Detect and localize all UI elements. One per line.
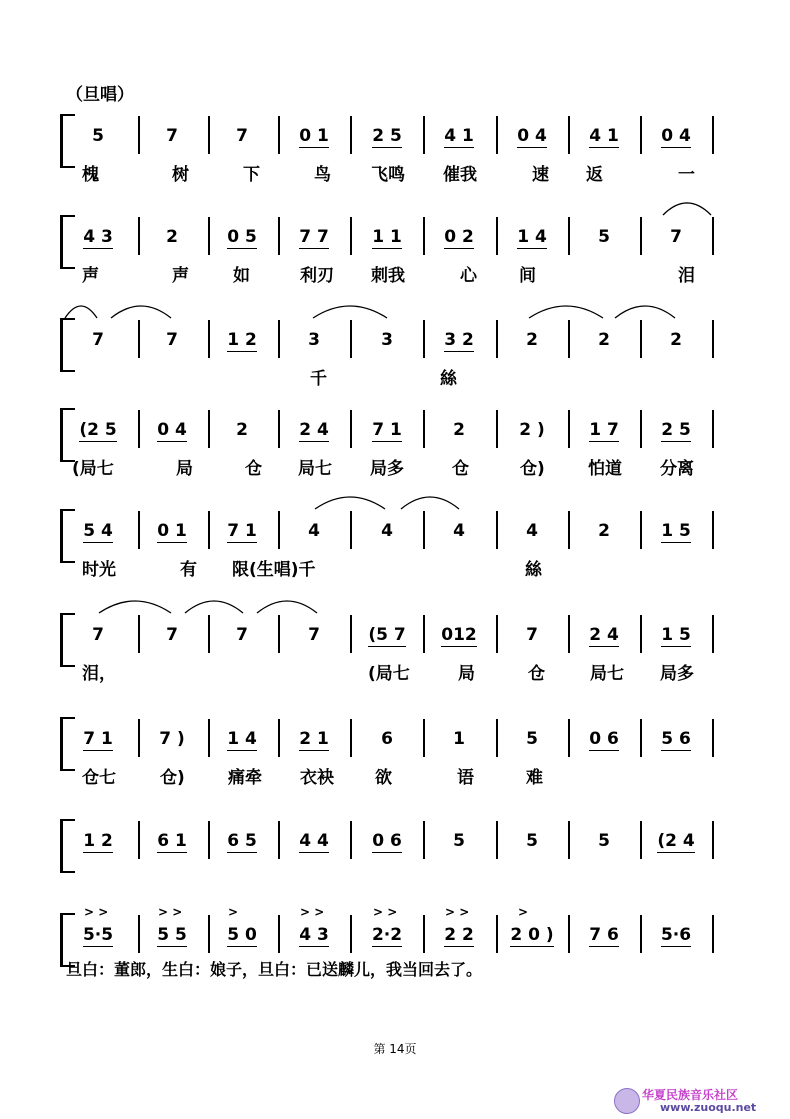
lyric: 时光	[82, 560, 116, 580]
barline	[568, 719, 570, 757]
note-group: 5 0	[227, 925, 257, 945]
note-group: 7 7	[299, 227, 329, 247]
note-group: 5·6	[660, 925, 692, 945]
note-group: 7	[92, 625, 104, 645]
slur-arc	[312, 302, 388, 320]
note-group: 3	[381, 330, 393, 350]
barline	[423, 615, 425, 653]
staff-line	[0, 729, 790, 819]
note-group: 7	[308, 625, 320, 645]
barline	[278, 821, 280, 859]
barline	[350, 410, 352, 448]
barline	[423, 511, 425, 549]
barline	[208, 511, 210, 549]
accent-mark: >	[518, 905, 529, 919]
lyric: 局七	[298, 459, 332, 479]
barline	[208, 410, 210, 448]
barline	[138, 719, 140, 757]
speech-line: 旦白：董郎，生白：娘子，旦白：已送麟儿，我当回去了。	[66, 960, 483, 979]
lyric: 仓七	[82, 768, 116, 788]
note-group: 7 1	[83, 729, 113, 749]
note-group: 7 6	[589, 925, 619, 945]
barline	[712, 915, 714, 953]
lyric: 间	[519, 266, 536, 286]
barline	[278, 320, 280, 358]
barline	[568, 410, 570, 448]
slur-arc	[110, 302, 172, 320]
lyric: 鸟	[314, 165, 331, 185]
note-group: 2 5	[372, 126, 402, 146]
barline	[712, 410, 714, 448]
barline	[208, 615, 210, 653]
slur-arc	[184, 597, 244, 615]
note-group: 2	[453, 420, 465, 440]
staff-line	[0, 625, 790, 715]
barline	[138, 821, 140, 859]
accent-mark: > >	[158, 905, 183, 919]
barline	[712, 821, 714, 859]
note-group: 1 7	[589, 420, 619, 440]
note-group: 2 5	[661, 420, 691, 440]
barline	[138, 511, 140, 549]
barline	[208, 719, 210, 757]
barline	[208, 821, 210, 859]
note-group: 1 4	[517, 227, 547, 247]
barline	[568, 320, 570, 358]
note-group: 1 4	[227, 729, 257, 749]
note-group: 2	[526, 330, 538, 350]
note-group: 0 6	[589, 729, 619, 749]
barline	[712, 116, 714, 154]
note-group: (2 5	[79, 420, 117, 440]
note-group: 4 4	[299, 831, 329, 851]
barline	[712, 719, 714, 757]
slur-arc	[64, 302, 98, 320]
barline	[138, 410, 140, 448]
note-group: 5	[453, 831, 465, 851]
slur-arc	[528, 302, 604, 320]
barline	[568, 511, 570, 549]
note-group: 0 4	[661, 126, 691, 146]
barline	[278, 217, 280, 255]
slur-arc	[400, 493, 460, 511]
barline	[423, 719, 425, 757]
note-group: 2 4	[589, 625, 619, 645]
note-group: 4 1	[589, 126, 619, 146]
note-group: 0 2	[444, 227, 474, 247]
note-group: 7	[166, 126, 178, 146]
barline	[350, 615, 352, 653]
barline	[496, 511, 498, 549]
barline	[496, 116, 498, 154]
barline	[350, 511, 352, 549]
barline	[138, 116, 140, 154]
note-group: 7 )	[159, 729, 185, 749]
note-group: 0 1	[157, 521, 187, 541]
barline	[712, 320, 714, 358]
note-group: 2	[670, 330, 682, 350]
barline	[350, 116, 352, 154]
note-group: 0 4	[157, 420, 187, 440]
note-group: 2	[598, 330, 610, 350]
slur-arc	[614, 302, 676, 320]
slur-arc	[314, 493, 386, 511]
barline	[712, 615, 714, 653]
note-group: 2 0 )	[510, 925, 554, 945]
note-group: 5 4	[83, 521, 113, 541]
lyric: (局七	[368, 664, 410, 684]
note-group: 1 2	[83, 831, 113, 851]
barline	[640, 511, 642, 549]
barline	[496, 719, 498, 757]
barline	[208, 320, 210, 358]
barline	[278, 719, 280, 757]
logo-emblem-icon	[614, 1088, 640, 1114]
barline	[350, 821, 352, 859]
lyric: 有	[180, 560, 197, 580]
barline	[138, 915, 140, 953]
barline	[278, 511, 280, 549]
barline	[568, 116, 570, 154]
lyric: 树	[172, 165, 189, 185]
accent-mark: > >	[84, 905, 109, 919]
barline	[496, 821, 498, 859]
accent-mark: > >	[373, 905, 398, 919]
barline	[712, 217, 714, 255]
note-group: 3	[308, 330, 320, 350]
note-group: 2	[598, 521, 610, 541]
barline	[423, 821, 425, 859]
lyric: 泪	[678, 266, 695, 286]
lyric: 衣袂	[300, 768, 334, 788]
lyric: 下	[243, 165, 260, 185]
barline	[640, 116, 642, 154]
note-group: (5 7	[368, 625, 406, 645]
note-group: 7	[236, 625, 248, 645]
barline	[496, 410, 498, 448]
page-number: 第 14页	[373, 1042, 417, 1056]
barline	[640, 615, 642, 653]
note-group: 1 5	[661, 625, 691, 645]
barline	[496, 320, 498, 358]
lyric: 槐	[82, 165, 99, 185]
note-group: 5 5	[157, 925, 187, 945]
lyric: 一	[678, 165, 695, 185]
note-group: 5	[598, 831, 610, 851]
barline	[278, 915, 280, 953]
barline	[208, 915, 210, 953]
lyric: 限(生唱)千	[232, 560, 316, 580]
note-group: 5	[526, 831, 538, 851]
lyric: 语	[457, 768, 474, 788]
lyric: 怕道	[588, 459, 622, 479]
lyric: 声	[82, 266, 99, 286]
lyric: 欲	[375, 768, 392, 788]
note-group: 2 2	[444, 925, 474, 945]
note-group: 2 )	[519, 420, 545, 440]
note-group: 5	[526, 729, 538, 749]
note-group: 0 1	[299, 126, 329, 146]
note-group: 5	[92, 126, 104, 146]
lyric: 局	[458, 664, 475, 684]
lyric: 声	[172, 266, 189, 286]
barline	[423, 320, 425, 358]
lyric: 仓	[452, 459, 469, 479]
barline	[350, 719, 352, 757]
note-group: 7 1	[372, 420, 402, 440]
lyric: 泪，	[82, 664, 116, 684]
barline	[712, 511, 714, 549]
lyric: 催我	[443, 165, 477, 185]
note-group: 4	[453, 521, 465, 541]
note-group: 2 4	[299, 420, 329, 440]
note-group: 4 3	[299, 925, 329, 945]
note-group: 7	[92, 330, 104, 350]
barline	[423, 410, 425, 448]
barline	[423, 116, 425, 154]
slur-arc	[98, 597, 172, 615]
barline	[640, 410, 642, 448]
lyric: 局七	[590, 664, 624, 684]
lyric: 絲	[525, 560, 542, 580]
role-label: （旦唱）	[66, 85, 134, 105]
barline	[278, 615, 280, 653]
barline	[208, 116, 210, 154]
barline	[568, 915, 570, 953]
note-group: 6 1	[157, 831, 187, 851]
lyric: (局七	[72, 459, 114, 479]
barline	[350, 915, 352, 953]
note-group: 1 1	[372, 227, 402, 247]
lyric: 仓	[528, 664, 545, 684]
barline	[278, 410, 280, 448]
note-group: 4 3	[83, 227, 113, 247]
note-group: 5 6	[661, 729, 691, 749]
accent-mark: > >	[300, 905, 325, 919]
note-group: 7 1	[227, 521, 257, 541]
lyric: 利刃	[300, 266, 334, 286]
lyric: 如	[233, 266, 250, 286]
lyric: 飞鸣	[371, 165, 405, 185]
lyric: 局	[176, 459, 193, 479]
barline	[640, 320, 642, 358]
note-group: 7	[670, 227, 682, 247]
staff-line	[0, 330, 790, 420]
note-group: (2 4	[657, 831, 695, 851]
note-group: 4	[526, 521, 538, 541]
barline	[278, 116, 280, 154]
barline	[640, 915, 642, 953]
barline	[350, 217, 352, 255]
note-group: 6	[381, 729, 393, 749]
note-group: 1 5	[661, 521, 691, 541]
barline	[208, 217, 210, 255]
logo-url: www.zuoqu.net	[660, 1101, 757, 1114]
note-group: 7	[166, 330, 178, 350]
slur-arc	[256, 597, 318, 615]
note-group: 012	[441, 625, 477, 645]
lyric: 心	[460, 266, 477, 286]
staff-line	[0, 420, 790, 510]
barline	[350, 320, 352, 358]
note-group: 0 5	[227, 227, 257, 247]
note-group: 5·5	[82, 925, 114, 945]
note-group: 4 1	[444, 126, 474, 146]
note-group: 2	[166, 227, 178, 247]
note-group: 4	[308, 521, 320, 541]
note-group: 7	[526, 625, 538, 645]
barline	[640, 821, 642, 859]
note-group: 0 6	[372, 831, 402, 851]
barline	[423, 915, 425, 953]
barline	[568, 217, 570, 255]
accent-mark: >	[228, 905, 239, 919]
lyric: 千	[310, 369, 327, 389]
note-group: 4	[381, 521, 393, 541]
barline	[640, 217, 642, 255]
barline	[496, 615, 498, 653]
note-group: 1 2	[227, 330, 257, 350]
lyric: 返	[586, 165, 603, 185]
lyric: 痛牵	[228, 768, 262, 788]
note-group: 3 2	[444, 330, 474, 350]
note-group: 6 5	[227, 831, 257, 851]
lyric: 难	[526, 768, 543, 788]
barline	[138, 217, 140, 255]
lyric: 絲	[440, 369, 457, 389]
barline	[138, 320, 140, 358]
site-logo[interactable]	[614, 1086, 784, 1114]
note-group: 0 4	[517, 126, 547, 146]
lyric: 仓	[245, 459, 262, 479]
note-group: 5	[598, 227, 610, 247]
barline	[640, 719, 642, 757]
lyric: 局多	[370, 459, 404, 479]
barline	[568, 615, 570, 653]
lyric: 局多	[660, 664, 694, 684]
barline	[423, 217, 425, 255]
note-group: 2·2	[371, 925, 403, 945]
note-group: 2	[236, 420, 248, 440]
note-group: 2 1	[299, 729, 329, 749]
lyric: 速	[532, 165, 549, 185]
lyric: 分离	[660, 459, 694, 479]
accent-mark: > >	[445, 905, 470, 919]
lyric: 刺我	[371, 266, 405, 286]
note-group: 7	[236, 126, 248, 146]
note-group: 7	[166, 625, 178, 645]
lyric: 仓)	[160, 768, 185, 788]
note-group: 1	[453, 729, 465, 749]
barline	[496, 217, 498, 255]
lyric: 仓)	[520, 459, 545, 479]
barline	[568, 821, 570, 859]
logo-title: 华夏民族音乐社区	[642, 1088, 739, 1102]
barline	[138, 615, 140, 653]
slur-arc	[662, 199, 712, 217]
barline	[496, 915, 498, 953]
